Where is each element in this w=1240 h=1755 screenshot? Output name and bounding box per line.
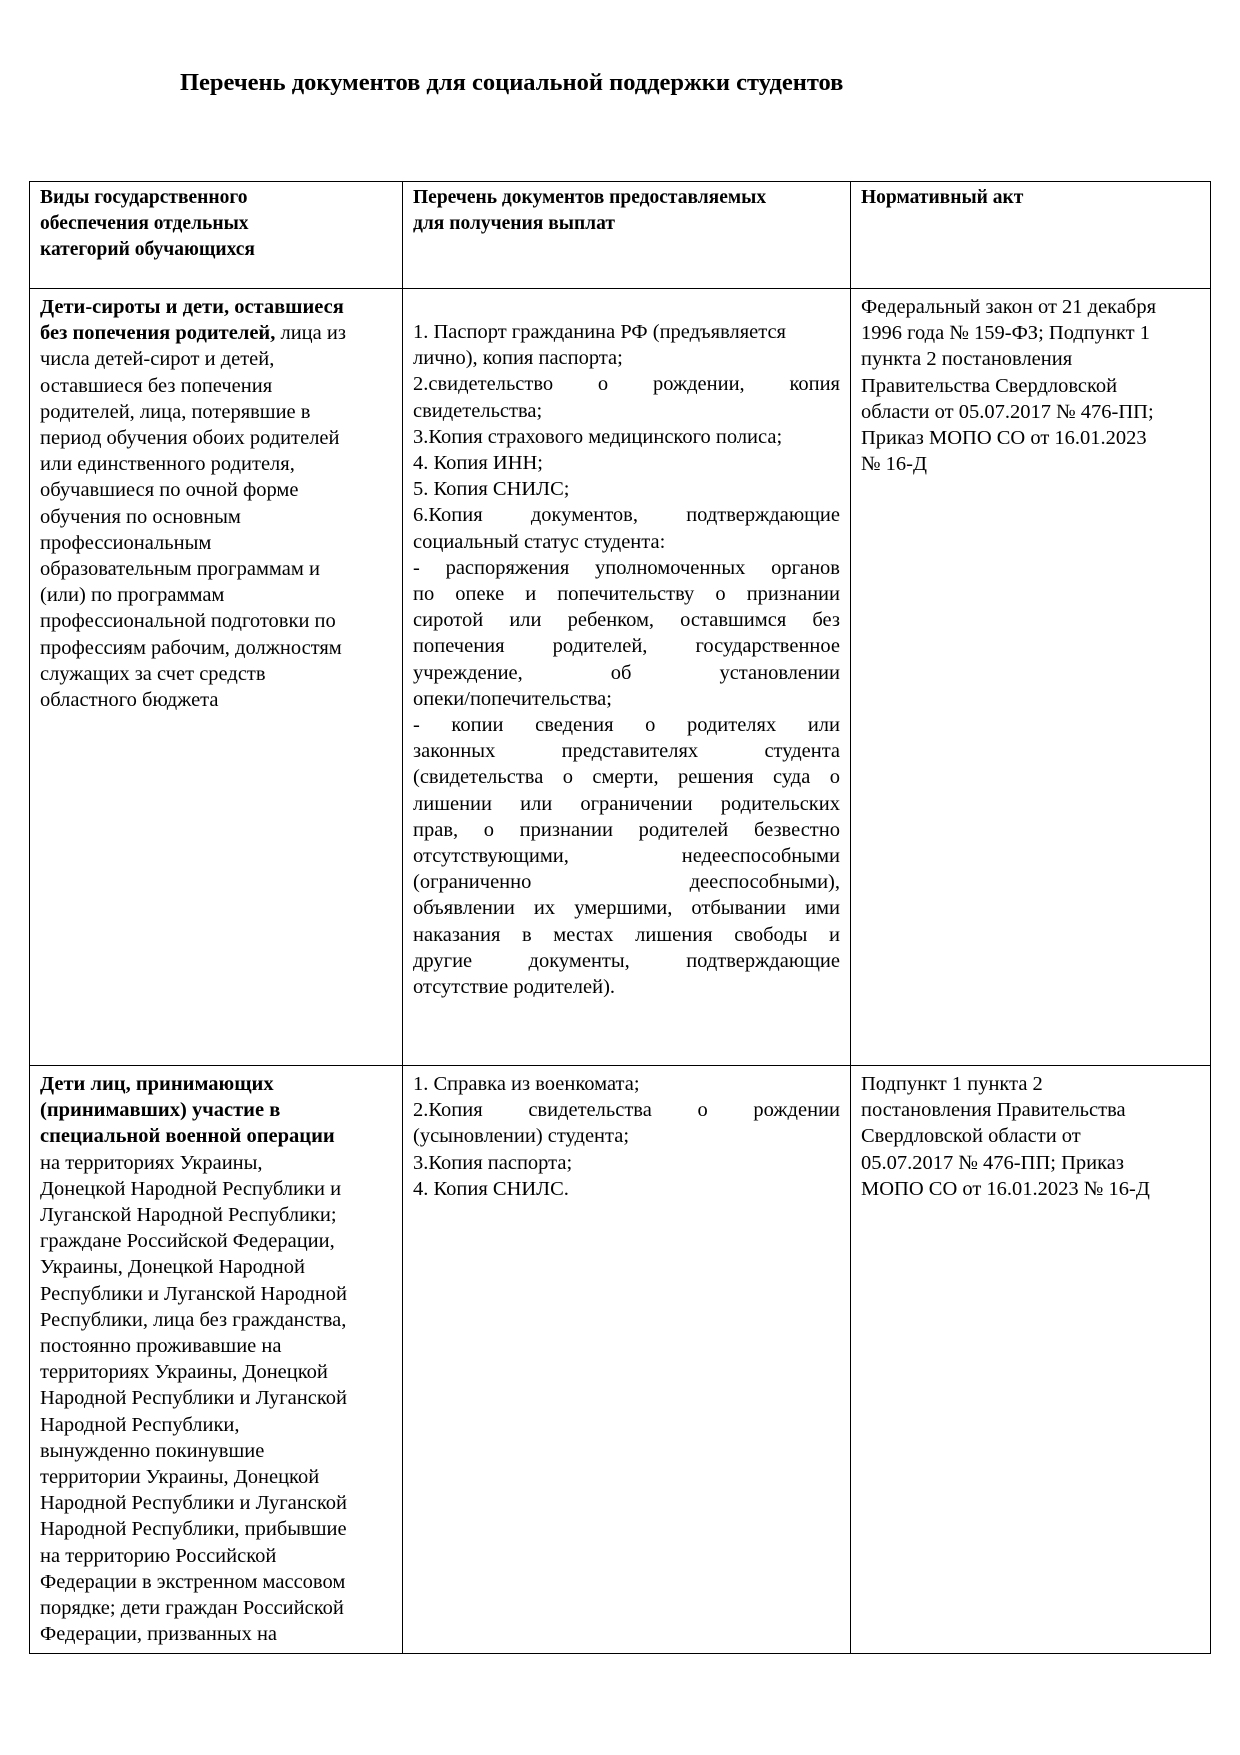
act-text xyxy=(851,1066,1210,1202)
text-line: постоянно проживавшие на xyxy=(40,1335,282,1358)
text-line: образовательным программам и xyxy=(40,558,320,581)
text-line: Республики и Луганской Народной xyxy=(40,1282,347,1305)
text-line: 2.Копия свидетельства о рождении xyxy=(413,1099,840,1122)
text-line: 3.Копия паспорта; xyxy=(413,1151,573,1174)
text-line: 4. Копия ИНН; xyxy=(413,452,544,475)
text-line: Виды государственного xyxy=(40,187,248,208)
table-header-row xyxy=(30,182,1211,289)
text-line: по опеке и попечительству о признании xyxy=(413,583,840,606)
header-cell-category xyxy=(30,182,403,289)
documents-list xyxy=(403,289,850,1000)
text-line: 3.Копия страхового медицинского полиса; xyxy=(413,425,783,448)
category-rest xyxy=(40,346,392,713)
text-line: категорий обучающихся xyxy=(40,239,255,260)
category-mixed-line xyxy=(40,320,392,346)
text-line: постановления Правительства xyxy=(861,1099,1126,1122)
header-act-text xyxy=(851,182,1210,211)
text-line: служащих за счет средств xyxy=(40,662,266,685)
text-line: другие документы, подтверждающие xyxy=(413,949,840,972)
text-line: Республики, лица без гражданства, xyxy=(40,1308,347,1331)
header-category-text xyxy=(30,182,402,263)
documents-table xyxy=(29,181,1211,1654)
text-line: профессиональной подготовки по xyxy=(40,610,336,633)
text-line: Луганской Народной Республики; xyxy=(40,1204,337,1227)
text-line: 6.Копия документов, подтверждающие xyxy=(413,504,840,527)
text-line: 1996 года № 159-ФЗ; Подпункт 1 xyxy=(861,322,1150,345)
documents-list xyxy=(403,1066,850,1202)
text-line: Дети лиц, принимающих xyxy=(40,1073,274,1095)
text-line: МОПО СО от 16.01.2023 № 16-Д xyxy=(861,1177,1150,1200)
header-documents-text xyxy=(403,182,850,237)
table-row xyxy=(30,289,1211,1066)
text-line: (ограниченно дееспособными), xyxy=(413,871,840,894)
text-line: лишении или ограничении родительских xyxy=(413,792,840,815)
text-line: 5. Копия СНИЛС; xyxy=(413,478,570,501)
text-line: Народной Республики, прибывшие xyxy=(40,1518,347,1541)
text-line: социальный статус студента: xyxy=(413,530,666,553)
text-line: 2.свидетельство о рождении, копия xyxy=(413,373,840,396)
text-line: области от 05.07.2017 № 476-ПП; xyxy=(861,400,1154,423)
text-line: Народной Республики и Луганской xyxy=(40,1492,347,1515)
document-title: Перечень документов для социальной поддержки студентов xyxy=(180,69,844,96)
text-line: порядке; дети граждан Российской xyxy=(40,1597,344,1620)
category-text xyxy=(30,1066,402,1647)
text-line: Подпункт 1 пункта 2 xyxy=(861,1073,1043,1095)
text-line: лично), копия паспорта; xyxy=(413,347,623,370)
text-line: граждане Российской Федерации, xyxy=(40,1230,335,1253)
text-line: родителей, лица, потерявшие в xyxy=(40,400,311,423)
header-cell-documents xyxy=(403,182,851,289)
text-line: № 16-Д xyxy=(861,453,927,476)
text-line: обучения по основным xyxy=(40,505,241,528)
text-line: Федерации в экстренном массовом xyxy=(40,1570,346,1593)
text-line: попечения родителей, государственное xyxy=(413,635,840,658)
text-line: Нормативный акт xyxy=(861,187,1024,208)
header-cell-act xyxy=(851,182,1211,289)
table-row xyxy=(30,1066,1211,1654)
text-line: (принимавших) участие в xyxy=(40,1099,281,1122)
category-bold-line: Дети-сироты и дети, оставшиеся xyxy=(40,296,344,318)
text-line: учреждение, об установлении xyxy=(413,661,840,684)
text-line: (свидетельства о смерти, решения суда о xyxy=(413,766,840,789)
text-line: Народной Республики и Луганской xyxy=(40,1387,347,1410)
text-line: Донецкой Народной Республики и xyxy=(40,1177,342,1200)
text-line: Украины, Донецкой Народной xyxy=(40,1256,305,1279)
category-bold-fragment: без попечения родителей, xyxy=(40,322,276,345)
text-line: профессиям рабочим, должностям xyxy=(40,636,342,659)
text-line: для получения выплат xyxy=(413,213,615,234)
category-cell xyxy=(30,289,403,1066)
text-line: обеспечения отдельных xyxy=(40,213,249,234)
text-line: областного бюджета xyxy=(40,689,219,712)
text-line: территориях Украины, Донецкой xyxy=(40,1361,328,1384)
act-cell xyxy=(851,1066,1211,1654)
text-line: свидетельства; xyxy=(413,399,543,422)
text-line: сиротой или ребенком, оставшимся без xyxy=(413,609,840,632)
text-line: период обучения обоих родителей xyxy=(40,427,340,450)
text-line: числа детей-сирот и детей, xyxy=(40,348,275,371)
text-line: или единственного родителя, xyxy=(40,453,295,476)
text-line: на территорию Российской xyxy=(40,1544,277,1567)
category-bold-lines xyxy=(40,1071,392,1150)
text-line: обучавшиеся по очной форме xyxy=(40,479,299,502)
text-line: - распоряжения уполномоченных органов xyxy=(413,556,840,579)
text-line: пункта 2 постановления xyxy=(861,348,1073,371)
text-line: Народной Республики, xyxy=(40,1413,240,1436)
documents-cell xyxy=(403,1066,851,1654)
text-line: профессиональным xyxy=(40,531,212,554)
category-rest xyxy=(40,1150,392,1648)
text-line: 05.07.2017 № 476-ПП; Приказ xyxy=(861,1151,1124,1174)
text-line: Перечень документов предоставляемых xyxy=(413,187,767,208)
text-line: (или) по программам xyxy=(40,584,225,607)
text-line: территории Украины, Донецкой xyxy=(40,1466,320,1489)
text-line: вынужденно покинувшие xyxy=(40,1439,265,1462)
text-line: - копии сведения о родителях или xyxy=(413,714,840,737)
text-line: объявлении их умершими, отбывании ими xyxy=(413,897,840,920)
text-line: законных представителях студента xyxy=(413,740,840,763)
text-line: 4. Копия СНИЛС. xyxy=(413,1177,569,1200)
text-line: Федерации, призванных на xyxy=(40,1623,278,1646)
category-cell xyxy=(30,1066,403,1654)
act-cell xyxy=(851,289,1211,1066)
documents-cell xyxy=(403,289,851,1066)
text-line: Свердловской области от xyxy=(861,1125,1081,1148)
text-line: оставшиеся без попечения xyxy=(40,374,273,397)
text-line: 1. Справка из военкомата; xyxy=(413,1073,640,1095)
text-line: специальной военной операции xyxy=(40,1125,335,1148)
category-after-bold: лица из xyxy=(275,322,346,345)
act-text xyxy=(851,289,1210,477)
text-line: отсутствующими, недееспособными xyxy=(413,845,840,868)
text-line: 1. Паспорт гражданина РФ (предъявляется xyxy=(413,321,786,343)
text-line: прав, о признании родителей безвестно xyxy=(413,818,840,841)
text-line: отсутствие родителей). xyxy=(413,976,616,999)
text-line: опеки/попечительства; xyxy=(413,687,612,710)
text-line: Правительства Свердловской xyxy=(861,374,1118,397)
category-text xyxy=(30,289,402,713)
text-line: Федеральный закон от 21 декабря xyxy=(861,296,1157,318)
text-line: наказания в местах лишения свободы и xyxy=(413,923,840,946)
text-line: (усыновлении) студента; xyxy=(413,1125,630,1148)
text-line: Приказ МОПО СО от 16.01.2023 xyxy=(861,427,1147,450)
text-line: на территориях Украины, xyxy=(40,1151,263,1174)
